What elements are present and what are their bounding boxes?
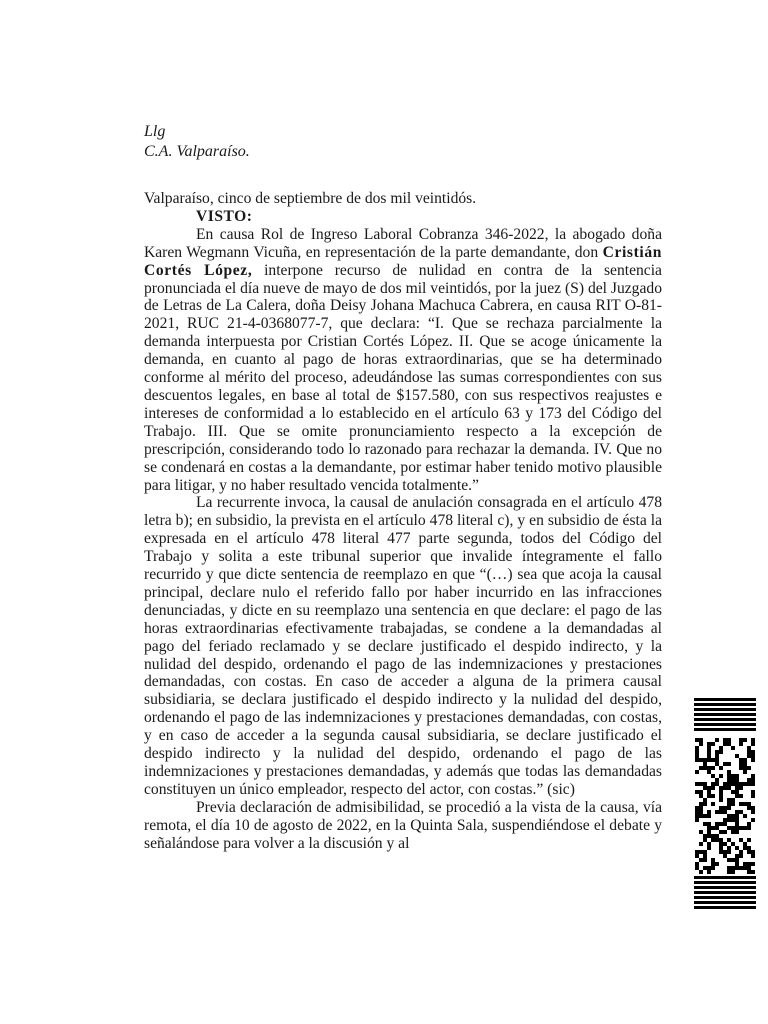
paragraph-2: La recurrente invoca, la causal de anulación consagrada en el artículo 478 letra b); en subsidio, la prevista en el artículo 478 literal c), y en subsidio de ésta la expresada en el artículo 478 literal 477 parte segunda, todos del Código del Trabajo y solita a este tribunal superior que invalide íntegramente el fallo recurrido y que dicte sentencia de reemplazo en que “(…) sea que acoja la causal principal, declare nulo el referido fallo por haber incurrido en las infracciones denunciadas, y dicte en su reemplazo una sentencia en que declare: el pago de las horas extraordinarias efectivamente trabajadas, se condene a la demandadas al pago del feriado reclamado y se declare justificado el despido indirecto, y la nulidad del despido, ordenando el pago de las indemnizaciones y prestaciones demandadas, con costas. En caso de acceder a alguna de la primera causal subsidiaria, se declara justificado el despido indirecto y la nulidad del despido, ordenando el pago de las indemnizaciones y prestaciones demandadas, con costas, y en caso de acceder a la segunda causal subsidiaria, se declare justificado el despido indirecto y la nulidad del despido, ordenando el pago de las indemnizaciones y prestaciones demandadas, y además que todas las demandadas constituyen un único empleador, respecto del actor, con costas.” (sic) <box>144 494 662 798</box>
visto-heading <box>144 208 662 226</box>
document-header <box>144 122 250 162</box>
document-body <box>144 190 662 853</box>
author-initials: Llg <box>144 123 166 140</box>
qr-barcode-icon <box>694 698 756 912</box>
paragraph-1-start: En causa Rol de Ingreso Laboral Cobranza 346-2022, la abogado doña Karen Wegmann Vicuña, en representación de la parte demandante, don <box>144 225 662 261</box>
date-line: Valparaíso, cinco de septiembre de dos mil veintidós. <box>144 190 477 207</box>
plaintiff-name: Cristián Cortés López, <box>144 243 662 279</box>
court-name: C.A. Valparaíso. <box>144 143 250 160</box>
visto-label: VISTO: <box>196 207 253 225</box>
paragraph-1 <box>144 226 662 495</box>
paragraph-1-rest: interpone recurso de nulidad en contra de la sentencia pronunciada el día nueve de mayo de dos mil veintidós, por la juez (S) del Juzgado de Letras de La Calera, doña Deisy Johana Machuca Cabrera, en causa RIT O-81-2021, RUC 21-4-0368077-7, que declara: “I. Que se rechaza parcialmente la demanda interpuesta por Cristian Cortés López. II. Que se acoge únicamente la demanda, en cuanto al pago de horas extraordinarias, que se ha determinado conforme al mérito del proceso, adeudándose las sumas correspondientes con sus descuentos legales, en base al total de $157.580, con sus respectivos reajustes e intereses de conformidad a lo establecido en el artículo 63 y 173 del Código del Trabajo. III. Que se omite pronunciamiento respecto a la excepción de prescripción, considerando todo lo razonado para rechazar la demanda. IV. Que no se condenará en costas a la demandante, por estimar haber tenido motivo plausible para litigar, y no haber resultado vencida totalmente.” <box>144 261 662 494</box>
paragraph-3: Previa declaración de admisibilidad, se procedió a la vista de la causa, vía remota, el día 10 de agosto de 2022, en la Quinta Sala, suspendiéndose el debate y señalándose para volver a la discusión y al <box>144 798 662 852</box>
